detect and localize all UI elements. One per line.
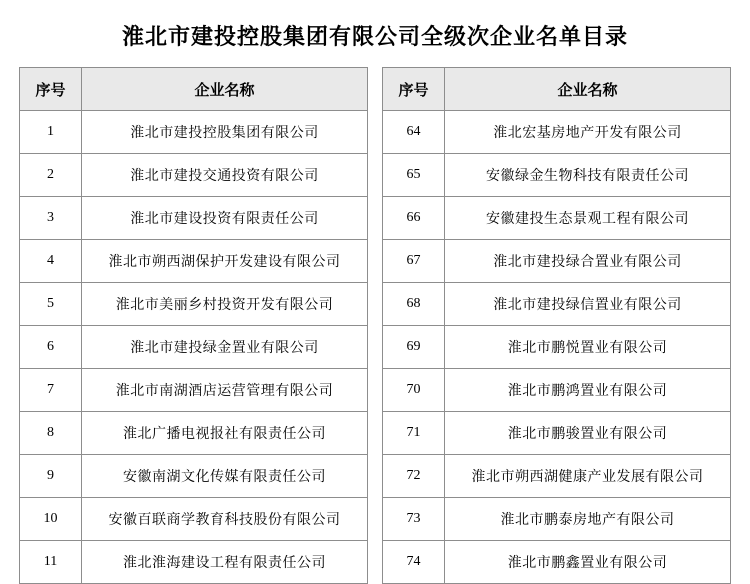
table-row	[20, 154, 368, 197]
cell-name: 淮北市鹏鸿置业有限公司	[445, 369, 731, 412]
cell-name: 淮北市鹏悦置业有限公司	[445, 326, 731, 369]
table-row	[383, 455, 731, 498]
cell-index: 69	[383, 326, 445, 369]
cell-index: 66	[383, 197, 445, 240]
cell-name: 安徽百联商学教育科技股份有限公司	[82, 498, 368, 541]
cell-name: 淮北广播电视报社有限责任公司	[82, 412, 368, 455]
table-row	[20, 240, 368, 283]
cell-index: 71	[383, 412, 445, 455]
table-row	[383, 197, 731, 240]
table-row	[383, 498, 731, 541]
cell-index: 4	[20, 240, 82, 283]
table-header-row	[383, 68, 731, 111]
table-row	[20, 498, 368, 541]
cell-name: 淮北市建投绿合置业有限公司	[445, 240, 731, 283]
cell-name: 淮北市鹏泰房地产有限公司	[445, 498, 731, 541]
cell-index: 2	[20, 154, 82, 197]
table-row	[20, 412, 368, 455]
cell-index: 3	[20, 197, 82, 240]
cell-name: 淮北市南湖酒店运营管理有限公司	[82, 369, 368, 412]
table-row	[20, 455, 368, 498]
cell-index: 6	[20, 326, 82, 369]
table-row	[383, 283, 731, 326]
cell-name: 淮北市建设投资有限责任公司	[82, 197, 368, 240]
cell-index: 7	[20, 369, 82, 412]
cell-index: 72	[383, 455, 445, 498]
cell-name: 淮北市朔西湖健康产业发展有限公司	[445, 455, 731, 498]
table-row	[383, 154, 731, 197]
cell-index: 68	[383, 283, 445, 326]
cell-index: 70	[383, 369, 445, 412]
cell-index: 74	[383, 541, 445, 584]
cell-index: 8	[20, 412, 82, 455]
table-row	[20, 283, 368, 326]
table-row	[20, 326, 368, 369]
column-header-index: 序号	[20, 68, 82, 111]
table-row	[20, 111, 368, 154]
cell-name: 安徽南湖文化传媒有限责任公司	[82, 455, 368, 498]
cell-name: 淮北市建投交通投资有限公司	[82, 154, 368, 197]
enterprise-table-left	[19, 67, 368, 584]
cell-name: 淮北市建投控股集团有限公司	[82, 111, 368, 154]
cell-name: 安徽绿金生物科技有限责任公司	[445, 154, 731, 197]
cell-name: 淮北市建投绿信置业有限公司	[445, 283, 731, 326]
cell-index: 64	[383, 111, 445, 154]
table-row	[20, 197, 368, 240]
cell-name: 淮北市鹏鑫置业有限公司	[445, 541, 731, 584]
cell-name: 淮北市建投绿金置业有限公司	[82, 326, 368, 369]
table-row	[383, 541, 731, 584]
cell-index: 9	[20, 455, 82, 498]
table-row	[383, 412, 731, 455]
cell-index: 65	[383, 154, 445, 197]
column-header-name: 企业名称	[82, 68, 368, 111]
table-row	[383, 326, 731, 369]
cell-index: 67	[383, 240, 445, 283]
table-row	[383, 240, 731, 283]
column-header-index: 序号	[383, 68, 445, 111]
cell-index: 73	[383, 498, 445, 541]
cell-index: 1	[20, 111, 82, 154]
table-row	[383, 369, 731, 412]
cell-name: 淮北市朔西湖保护开发建设有限公司	[82, 240, 368, 283]
cell-name: 安徽建投生态景观工程有限公司	[445, 197, 731, 240]
table-header-row	[20, 68, 368, 111]
cell-name: 淮北市鹏骏置业有限公司	[445, 412, 731, 455]
cell-index: 10	[20, 498, 82, 541]
tables-container	[0, 67, 750, 584]
cell-name: 淮北淮海建设工程有限责任公司	[82, 541, 368, 584]
cell-index: 5	[20, 283, 82, 326]
cell-name: 淮北市美丽乡村投资开发有限公司	[82, 283, 368, 326]
table-row	[20, 541, 368, 584]
page-title: 淮北市建投控股集团有限公司全级次企业名单目录	[121, 24, 628, 49]
table-row	[20, 369, 368, 412]
enterprise-table-right	[382, 67, 731, 584]
cell-name: 淮北宏基房地产开发有限公司	[445, 111, 731, 154]
column-header-name: 企业名称	[445, 68, 731, 111]
cell-index: 11	[20, 541, 82, 584]
table-row	[383, 111, 731, 154]
